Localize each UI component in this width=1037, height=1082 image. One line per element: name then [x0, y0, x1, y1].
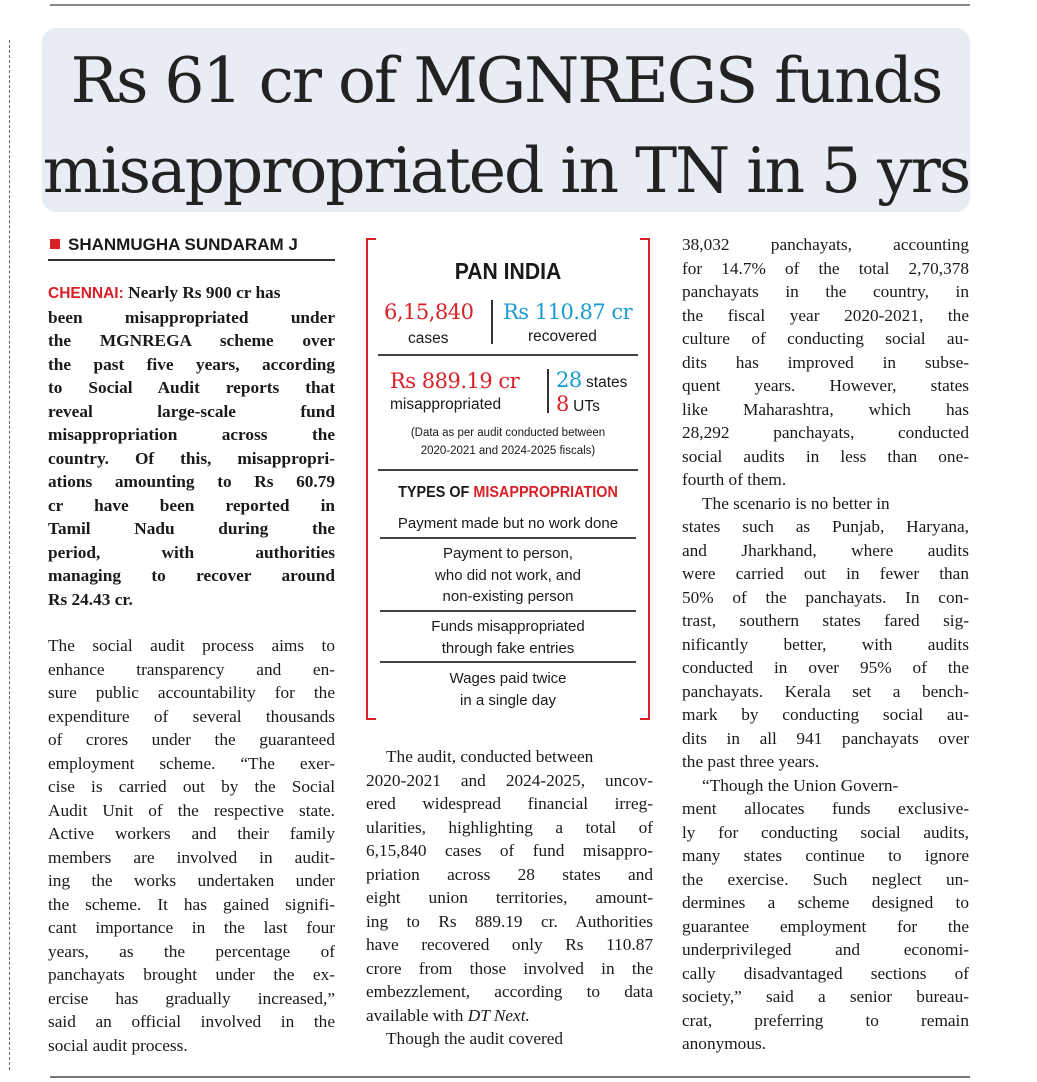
lead-line: reveal large-scale fund [48, 401, 335, 421]
data-note-line-1: (Data as per audit conducted between [410, 427, 606, 439]
lead-line: Tamil Nadu during the [48, 519, 335, 538]
misappropriated-value: Rs 889.19 cr [390, 369, 520, 393]
states-label: states [581, 374, 628, 391]
text-line: dermines a scheme designed to [682, 893, 969, 912]
text-line: available with DT Next. [366, 1005, 530, 1025]
type-item-3: Funds misappropriated through fake entries [431, 618, 585, 657]
text-line: fourth of them. [682, 470, 787, 489]
text-line: ered widespread financial irreg- [366, 794, 653, 813]
lead-line: ations amounting to Rs 60.79 [48, 472, 335, 491]
text-line: panchayats. Kerala set a bench- [682, 681, 969, 701]
type-divider [380, 537, 636, 539]
bracket-right [640, 238, 650, 720]
type-divider [380, 610, 636, 612]
text-line: crore from those involved in the [366, 958, 653, 978]
byline [50, 235, 298, 255]
pan-india-sidebar [366, 238, 650, 720]
text-line: the fiscal year 2020-2021, the [682, 305, 969, 325]
byline-square-icon [50, 239, 60, 249]
lead-line: the past five years, according [48, 354, 335, 374]
text-line: ly for conducting social audits, [682, 822, 969, 842]
column-2 [366, 745, 653, 1051]
headline [42, 36, 970, 216]
text-line: the scheme. It has gained signifi- [48, 894, 335, 914]
text-line: members are involved in audit- [48, 847, 335, 867]
text-line: society,” said a senior bureau- [682, 987, 969, 1006]
column-divider-dotted [9, 40, 10, 1070]
text-line: 6,15,840 cases of fund misappro- [366, 841, 653, 860]
text-line: have recovered only Rs 110.87 [366, 935, 653, 954]
lead-line: CHENNAI: Nearly Rs 900 cr has [48, 283, 281, 302]
text-line: cant importance in the last four [48, 918, 335, 937]
lead-line: period, with authorities [48, 542, 335, 562]
text-line: states such as Punjab, Haryana, [682, 517, 969, 536]
lead-paragraph [48, 281, 335, 611]
text-line: employment scheme. “The exer- [48, 753, 335, 773]
types-highlight: MISAPPROPRIATION [473, 484, 618, 501]
text-line: guarantee employment for the [682, 916, 969, 936]
text-line: culture of conducting social au- [682, 329, 969, 348]
text-line: ing the works undertaken under [48, 871, 335, 890]
misappropriated-label: misappropriated [390, 396, 502, 413]
headline-line-1: Rs 61 cr of MGNREGS funds [70, 44, 942, 117]
text-line: Audit Unit of the respective state. [48, 800, 335, 820]
text-line: The social audit process aims to [48, 636, 335, 655]
text-line: panchayats in the country, in [682, 282, 969, 301]
text-line: underprivileged and economi- [682, 940, 969, 959]
text-line: dits has improved in subse- [682, 352, 969, 372]
top-rule [50, 4, 970, 6]
stat-divider [491, 300, 493, 344]
uts-value: 8 [556, 392, 569, 416]
text-line: 38,032 panchayats, accounting [682, 235, 969, 254]
type-item-1: Payment made but no work done [397, 515, 619, 532]
text-line: nificantly better, with audits [682, 634, 969, 654]
cases-label: cases [408, 330, 449, 347]
text-line: social audits in less than one- [682, 446, 969, 466]
cases-value: 6,15,840 [384, 300, 474, 324]
text-line: the exercise. Such neglect un- [682, 869, 969, 889]
states-value: 28 [556, 368, 582, 392]
states-stat [556, 368, 627, 392]
type-item-2: Payment to person, who did not work, and non-existing person [435, 545, 581, 605]
uts-stat [556, 392, 600, 416]
publication-name: DT Next. [467, 1005, 530, 1025]
text-line: and Jharkhand, where audits [682, 540, 969, 560]
text-line: 2020-2021 and 2024-2025, uncov- [366, 770, 653, 790]
lead-line: cr have been reported in [48, 495, 335, 515]
text-line: expenditure of several thousands [48, 706, 335, 726]
byline-rule [48, 259, 335, 261]
types-heading: TYPES OF MISAPPROPRIATION [398, 484, 618, 501]
dateline: CHENNAI: [48, 285, 124, 302]
bracket-left [366, 238, 376, 720]
text-line: Active workers and their family [48, 824, 335, 843]
text-line: cally disadvantaged sections of [682, 963, 969, 983]
data-note-line-2: 2020-2021 and 2024-2025 fiscals) [420, 445, 596, 457]
body-paragraph [48, 634, 335, 1057]
text-line: many states continue to ignore [682, 846, 969, 865]
text-line: like Maharashtra, which has [682, 399, 969, 419]
sidebar-rule [378, 469, 638, 471]
text-line: 28,292 panchayats, conducted [682, 423, 969, 442]
text-line: conducted in over 95% of the [682, 658, 969, 677]
text-line: priation across 28 states and [366, 864, 653, 884]
column-3 [682, 233, 969, 1056]
lead-line: misappropriation across the [48, 425, 335, 444]
text-line: social audit process. [48, 1035, 188, 1055]
recovered-label: recovered [528, 328, 597, 345]
text-line: “Though the Union Govern- [702, 775, 899, 795]
text-line: for 14.7% of the total 2,70,378 [682, 258, 969, 278]
text-line: trast, southern states fared sig- [682, 611, 969, 630]
text-line: panchayats brought under the ex- [48, 965, 335, 984]
text-line: embezzlement, according to data [366, 982, 653, 1001]
bottom-rule [50, 1076, 970, 1078]
text-line: dits in all 941 panchayats over [682, 728, 969, 748]
lead-line: to Social Audit reports that [48, 378, 335, 397]
lead-line: managing to recover around [48, 566, 335, 585]
text-line: crat, preferring to remain [682, 1010, 969, 1030]
headline-line-2: misappropriated in TN in 5 yrs [42, 134, 970, 207]
text-line: Though the audit covered [386, 1029, 564, 1048]
text-line: the past three years. [682, 752, 820, 771]
text-line: eight union territories, amount- [366, 888, 653, 907]
text-line: 50% of the panchayats. In con- [682, 587, 969, 607]
text-line: of crores under the guaranteed [48, 730, 335, 749]
lead-line: Rs 24.43 cr. [48, 589, 133, 609]
uts-label: UTs [568, 398, 600, 415]
text-line: ing to Rs 889.19 cr. Authorities [366, 911, 653, 931]
stat-divider [547, 369, 549, 413]
lead-line: been misappropriated under [48, 307, 335, 327]
lead-line: the MGNREGA scheme over [48, 331, 335, 350]
text-line: enhance transparency and en- [48, 659, 335, 679]
text-line: years, as the percentage of [48, 941, 335, 961]
text-line: The audit, conducted between [386, 747, 594, 766]
text-line: were carried out in fewer than [682, 564, 969, 583]
text-line: ment allocates funds exclusive- [682, 799, 969, 818]
column-1 [48, 281, 335, 1057]
text-line: cise is carried out by the Social [48, 777, 335, 796]
type-divider [380, 661, 636, 663]
text-line: ularities, highlighting a total of [366, 817, 653, 837]
author-name: SHANMUGHA SUNDARAM J [68, 235, 298, 254]
sidebar-rule [378, 354, 638, 356]
text-line: The scenario is no better in [702, 493, 890, 513]
sidebar-title: PAN INDIA [454, 258, 562, 284]
text-line: quent years. However, states [682, 376, 969, 395]
text-line: ercise has gradually increased,” [48, 988, 335, 1008]
recovered-value: Rs 110.87 cr [503, 300, 633, 324]
text-line: said an official involved in the [48, 1012, 335, 1031]
text-line: sure public accountability for the [48, 683, 335, 702]
lead-line: country. Of this, misappropri- [48, 448, 335, 468]
text-line: anonymous. [682, 1034, 767, 1053]
type-item-4: Wages paid twice in a single day [449, 670, 567, 709]
text-line: mark by conducting social au- [682, 705, 969, 724]
